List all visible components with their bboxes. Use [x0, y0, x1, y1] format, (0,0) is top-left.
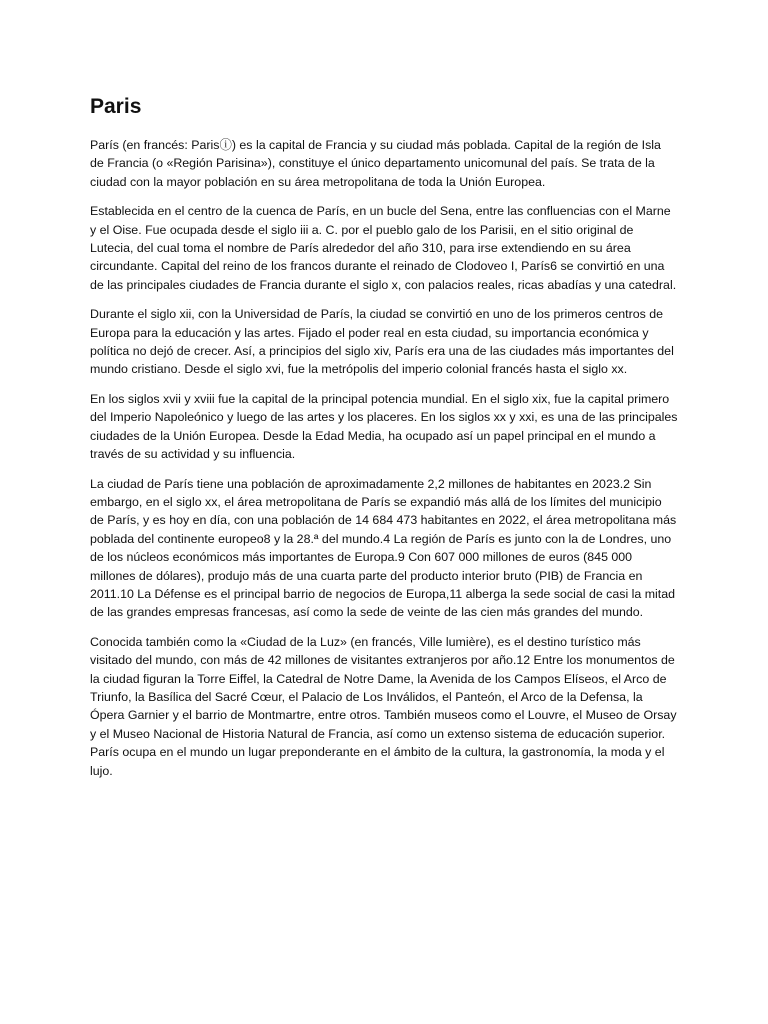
paragraph-3: Durante el siglo xii, con la Universidad de París, la ciudad se convirtió en uno de los primeros centros de Europa para la educación y las artes. Fijado el poder real en esta ciudad, su importancia económica y política no dejó de crecer. Así, a principios del siglo xiv, París era una de las ciudades más importantes del mundo cristiano. Desde el siglo xvi, fue la metrópolis del imperio colonial francés hasta el siglo xx.	[90, 307, 674, 377]
paragraph-4: En los siglos xvii y xviii fue la capital de la principal potencia mundial. En el siglo xix, fue la capital primero del Imperio Napoleónico y luego de las artes y los placeres. En los siglos xx y xxi, es una de las principales ciudades de la Unión Europea. Desde la Edad Media, ha ocupado así un papel principal en el mundo a través de su actividad y su influencia.	[90, 391, 678, 462]
paragraph-2: Establecida en el centro de la cuenca de París, en un bucle del Sena, entre las confluencias con el Marne y el Oise. Fue ocupada desde el siglo iii a. C. por el pueblo galo de los Parisii, en el sitio original de Lutecia, del cual toma el nombre de París alrededor del año 310, para irse extendiendo en su área circundante. Capital del reino de los francos durante el reinado de Clodoveo I, París6 se convirtió en una de las principales ciudades de Francia durante el siglo x, con palacios reales, ricas abadías y una catedral.	[90, 204, 677, 292]
document-page	[90, 94, 678, 791]
paragraph-5: La ciudad de París tiene una población de aproximadamente 2,2 millones de habitantes en 2023.2 Sin embargo, en el siglo xx, el área metropolitana de París se expandió más allá de los límites del municipio de París, y es hoy en día, con una población de 14 684 473 habitantes en 2022, el área metropolitana más poblada del continente europeo8 y la 28.ª del mundo.4 La región de París es junto con la de Londres, uno de los núcleos económicos más importantes de Europa.9 Con 607 000 millones de euros (845 000 millones de dólares), produjo más de una cuarta parte del producto interior bruto (PIB) de Francia en 2011.10 La Défense es el principal barrio de negocios de Europa,11 alberga la sede social de casi la mitad de las grandes empresas francesas, así como la sede de veinte de las cien más grandes del mundo.	[90, 476, 677, 620]
paragraph-6: Conocida también como la «Ciudad de la Luz» (en francés, Ville lumière), es el destino turístico más visitado del mundo, con más de 42 millones de visitantes extranjeros por año.12 Entre los monumentos de la ciudad figuran la Torre Eiffel, la Catedral de Notre Dame, la Avenida de los Campos Elíseos, el Arco de Triunfo, la Basílica del Sacré Cœur, el Palacio de Los Inválidos, el Panteón, el Arco de la Defensa, la Ópera Garnier y el barrio de Montmartre, entre otros. También museos como el Louvre, el Museo de Orsay y el Museo Nacional de Historia Natural de Francia, así como un extenso sistema de educación superior. París ocupa en el mundo un lugar preponderante en el ámbito de la cultura, la gastronomía, la moda y el lujo.	[90, 634, 677, 778]
document-title: Paris	[90, 95, 142, 118]
paragraph-1: París (en francés: Parisⓘ) es la capital de Francia y su ciudad más poblada. Capital de la región de Isla de Francia (o «Región Parisina»), constituye el único departamento unicomunal del país. Se trata de la ciudad con la mayor población en su área metropolitana de toda la Unión Europea.	[90, 138, 661, 189]
